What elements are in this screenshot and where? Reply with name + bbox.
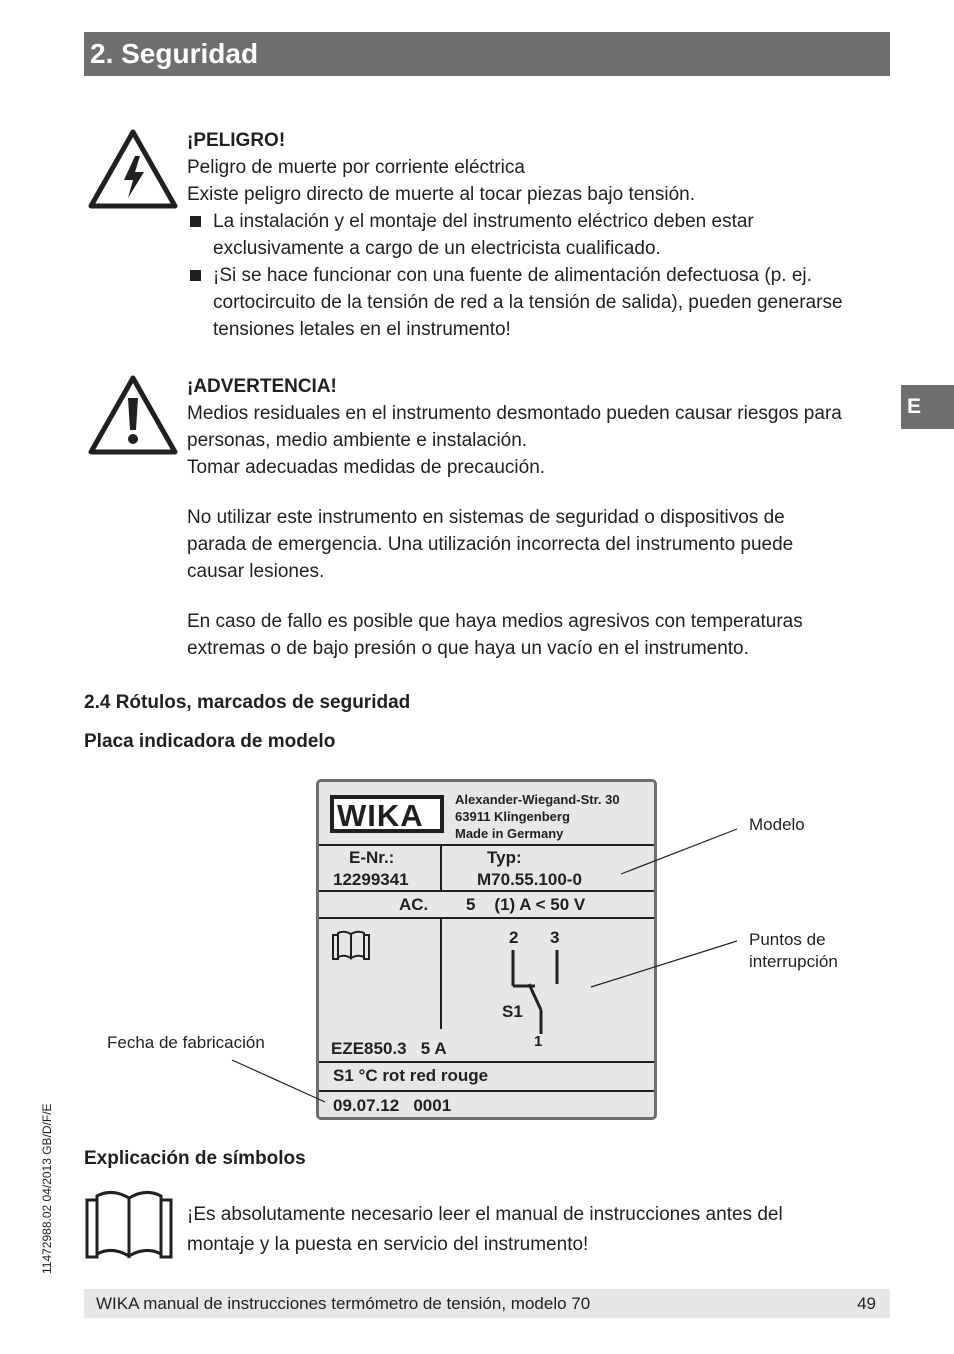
paragraph-line: parada de emergencia. Una utilización incorrecta del instrumento puede: [187, 534, 794, 555]
paragraph-line: No utilizar este instrumento en sistemas de seguridad o dispositivos de: [187, 507, 785, 528]
paragraph-line: causar lesiones.: [187, 561, 325, 582]
switch-label: S1: [502, 1002, 523, 1021]
electrical-rating: AC. 5 (1) A < 50 V: [399, 895, 586, 914]
switch-points-callout: interrupción: [749, 952, 838, 971]
page-title: 2. Seguridad: [90, 38, 259, 69]
address-line: Alexander-Wiegand-Str. 30: [455, 792, 620, 807]
switch-points-callout: Puntos de: [749, 930, 826, 949]
page-footer: [84, 1289, 890, 1318]
contact-1-label: 1: [534, 1033, 543, 1050]
danger-title: ¡PELIGRO!: [187, 130, 286, 151]
paragraph-line: extremas o de bajo presión o que haya un vacío en el instrumento.: [187, 638, 749, 659]
instruction-line: montaje y la puesta en servicio del instrumento!: [187, 1234, 589, 1255]
language-tab-label: E: [907, 395, 922, 418]
paragraph-line: En caso de fallo es posible que haya medios agresivos con temperaturas: [187, 611, 803, 632]
enr-label: E-Nr.:: [349, 848, 395, 867]
contact-3-label: 3: [550, 928, 560, 947]
manufacture-date-callout: Fecha de fabricación: [107, 1033, 265, 1052]
bullet-text: ¡Si se hace funcionar con una fuente de alimentación defectuosa (p. ej.: [213, 265, 812, 286]
warning-title: ¡ADVERTENCIA!: [187, 376, 337, 397]
instruction-line: ¡Es absolutamente necesario leer el manual de instrucciones antes del: [187, 1204, 783, 1225]
address-line: Made in Germany: [455, 826, 564, 841]
document-code: 11472988.02 04/2013 GB/D/F/E: [40, 1103, 54, 1274]
typ-value: M70.55.100-0: [477, 870, 582, 889]
danger-line: Peligro de muerte por corriente eléctrica: [187, 157, 525, 178]
warning-line: Medios residuales en el instrumento desmontado pueden causar riesgos para: [187, 403, 842, 424]
manufacture-date: 09.07.12 0001: [333, 1096, 452, 1115]
address-line: 63911 Klingenberg: [455, 809, 570, 824]
warning-line: personas, medio ambiente e instalación.: [187, 430, 528, 451]
relay-spec: EZE850.3 5 A: [331, 1039, 447, 1058]
enr-value: 12299341: [333, 870, 409, 889]
manual-instruction: [187, 1200, 887, 1260]
page-number: 49: [857, 1294, 876, 1313]
read-manual-icon: [84, 1188, 174, 1260]
subsection-heading: Placa indicadora de modelo: [84, 731, 336, 752]
bullet-text: tensiones letales en el instrumento!: [213, 319, 511, 340]
typ-label: Typ:: [487, 848, 522, 867]
footer-text: WIKA manual de instrucciones termómetro de tensión, modelo 70: [96, 1294, 591, 1313]
section-heading: 2.4 Rótulos, marcados de seguridad: [84, 692, 411, 713]
model-callout: Modelo: [749, 815, 805, 834]
symbols-heading: Explicación de símbolos: [84, 1148, 306, 1169]
logo-text: WIKA: [337, 798, 424, 833]
bullet-text: cortocircuito de la tensión de red a la tensión de salida), pueden generarse: [213, 292, 843, 313]
warning-line: Tomar adecuadas medidas de precaución.: [187, 457, 546, 478]
switch-description: S1 °C rot red rouge: [333, 1066, 489, 1085]
danger-line: Existe peligro directo de muerte al tocar piezas bajo tensión.: [187, 184, 695, 205]
contact-2-label: 2: [509, 928, 519, 947]
bullet-text: La instalación y el montaje del instrumento eléctrico deben estar: [213, 211, 754, 232]
bullet-text: exclusivamente a cargo de un electricista cualificado.: [213, 238, 661, 259]
